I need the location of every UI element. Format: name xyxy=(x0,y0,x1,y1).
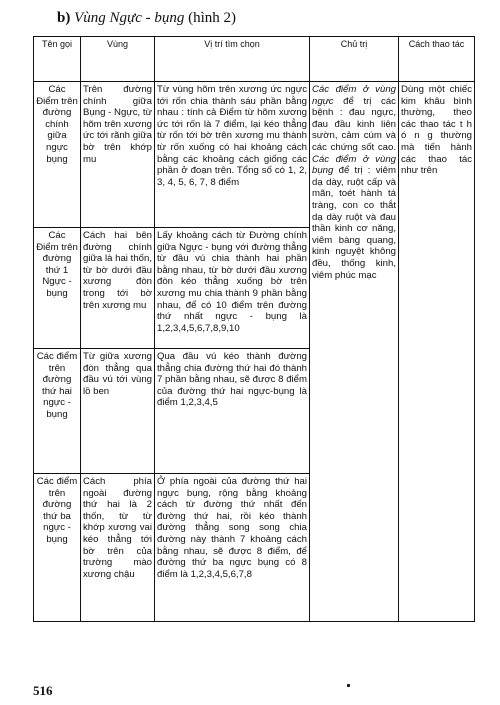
cell-name: Các điểm trên đường thứ ba ngực - bụng xyxy=(34,474,81,622)
cell-name: Các điểm trên đường thứ hai ngực - bụng xyxy=(34,349,81,474)
cell-zone: Từ giữa xương đòn thẳng qua đầu vú tới vùng lồ ben xyxy=(81,349,155,474)
cell-name: Các Điểm trên đường thứ 1 Ngực - bụng xyxy=(34,228,81,349)
table-header-row xyxy=(34,37,475,82)
header-technique: Cách thao tác xyxy=(399,37,475,82)
cell-name: Các Điểm trên đường chính giữa ngực bụng xyxy=(34,82,81,228)
header-indication: Chủ trị xyxy=(310,37,399,82)
table-row xyxy=(34,82,475,228)
cell-position: Từ vùng hõm trên xương ức ngực tới rốn chia thành sáu phần bằng nhau : tính cả Điểm từ hõm xương ức tới rốn là 7 điểm, lại kéo thẳng từ rốn tới bờ trên xương mu thành từ rốn xuống có hai khoảng cách bằng các khoảng cách giống các phần ở đoạn trên. Tổng số có 1, 2, 3, 4, 5, 6, 7, 8 điểm xyxy=(155,82,310,228)
cell-position: Qua đầu vú kéo thành đường thẳng chia đường thứ hai đó thành 7 phần bằng nhau, sẽ được 8 điểm của đường thứ hai ngực-bụng là điểm 1,2,3,4,5 xyxy=(155,349,310,474)
header-zone: Vùng xyxy=(81,37,155,82)
cell-zone: Cách hai bên đường chính giữa là hai thốn, từ bờ dưới đầu xương đòn trong tới bờ trên xương mu xyxy=(81,228,155,349)
cell-position: Ở phía ngoài của đường thứ hai ngực bụng, rộng bằng khoảng cách từ đường thứ nhất đến đường thứ hai, rồi kéo thành đường thẳng song song chia đường này thành 7 khoảng cách bằng nhau, sẽ được 8 điểm, để đường thứ ba ngực bụng có 8 điểm là 1,2,3,4,5,6,7,8 xyxy=(155,474,310,622)
indication-text-abdomen: để trị : viêm dạ dày, ruột cấp và mãn, toét hành tá tràng, con co thắt dạ dày ruột và đau thần kinh cơ năng, viêm bàng quang, kinh nguyệt không đều, thống kinh, viêm phúc mạc xyxy=(312,165,396,281)
heading-prefix: b) xyxy=(57,10,71,26)
heading-title: Vùng Ngực - bụng xyxy=(74,10,185,26)
ink-dot xyxy=(347,684,350,687)
section-heading xyxy=(57,10,236,27)
cell-technique: Dùng một chiếc kim khâu bình thường, theo các thao tác t h ó n g thường mà tiến hành các thao tác như trên xyxy=(399,82,475,622)
indication-lead-abdomen: Các điểm ở vùng bụng xyxy=(312,153,396,177)
cell-indication xyxy=(310,82,399,622)
header-name: Tên gọi xyxy=(34,37,81,82)
cell-position: Lấy khoảng cách từ Đường chính giữa Ngực - bụng với đường thẳng từ đầu vú chia thành hai phần bằng nhau, từ bờ dưới đầu xương đòn kéo thẳng xuống bờ trên xương mu chia thành 9 phần bằng nhau, để có 10 điểm trên đường thứ nhất ngực - bụng là 1,2,3,4,5,6,7,8,9,10 xyxy=(155,228,310,349)
indication-lead-chest: Các điểm ở vùng ngực xyxy=(312,84,396,107)
page-number: 516 xyxy=(33,683,53,698)
heading-ref: (hình 2) xyxy=(188,10,237,26)
header-position: Vị trí tìm chọn xyxy=(155,37,310,82)
indication-text-chest: để trị các bệnh : đau ngực, đau đầu kinh liên sườn, cảm cúm và các chứng sốt cao. xyxy=(312,95,396,153)
points-table xyxy=(33,36,475,622)
cell-zone: Cách phía ngoài đường thứ hai là 2 thốn, từ từ khớp xương vai kéo thẳng tới bờ trên của trường mào xương chậu xyxy=(81,474,155,622)
cell-zone: Trên đường chính giữa Bụng - Ngực, từ hõm trên xương ức tới rãnh giữa bờ trên khớp mu xyxy=(81,82,155,228)
